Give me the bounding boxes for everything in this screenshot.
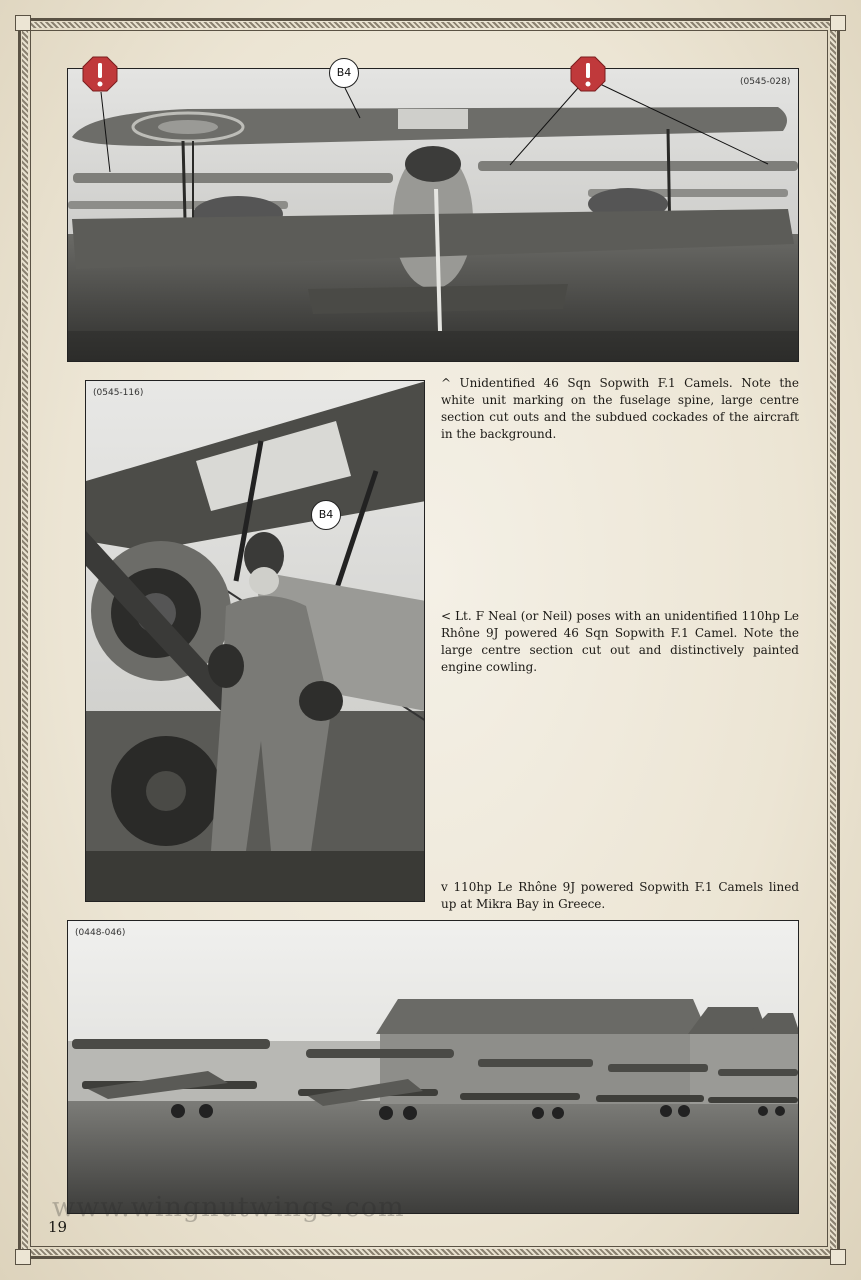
website-watermark: www.wingnutwings.com [52, 1192, 405, 1223]
photo-mikra-bay-lineup [67, 920, 799, 1214]
caption-photo-top: ^ Unidentified 46 Sqn Sopwith F.1 Camels. Note the white unit marking on the fuselage spine, large centre section cut outs and the subdued cockades of the aircraft in the background. [441, 376, 799, 441]
caption-photo-pilot: < Lt. F Neal (or Neil) poses with an unidentified 110hp Le Rhône 9J powered 46 Sqn Sopwith F.1 Camel. Note the large centre section cut out and distinctively painted engine cowling. [441, 609, 799, 674]
page-number: 19 [48, 1218, 68, 1236]
caption-photo-bottom: v 110hp Le Rhône 9J powered Sopwith F.1 Camels lined up at Mikra Bay in Greece. [441, 880, 799, 911]
warning-marker-icon [82, 56, 118, 92]
warning-marker-icon [570, 56, 606, 92]
photo-id-label: (0448-046) [75, 928, 126, 938]
photo-callout-leader-lines [0, 0, 861, 400]
callout-b4: B4 [329, 58, 359, 88]
photo-pilot-with-camel [85, 380, 425, 902]
photo-id-label: (0545-116) [93, 388, 144, 398]
callout-b4: B4 [311, 500, 341, 530]
photo-id-label: (0545-028) [740, 77, 791, 87]
border-corner-bottom-right [830, 1249, 846, 1265]
border-corner-bottom-left [15, 1249, 31, 1265]
